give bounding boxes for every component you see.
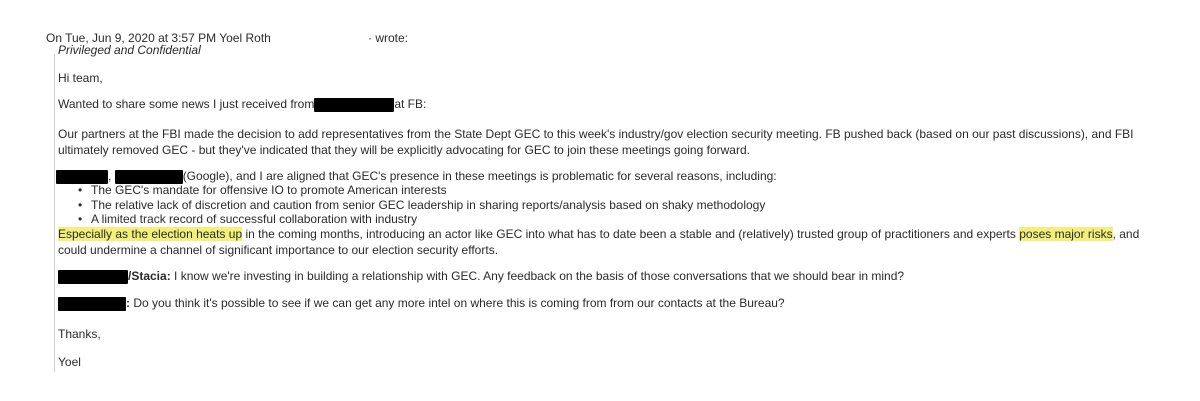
email-header-sender: On Tue, Jun 9, 2020 at 3:57 PM Yoel Roth — [46, 31, 271, 45]
especially-text: in the coming months, introducing an actor like GEC into what has to date been a stable and (relatively) trusted group of practitioners and experts — [242, 227, 1020, 241]
list-item: • The relative lack of discretion and caution from senior GEC leadership in sharing reports/analysis based on shaky methodology — [78, 198, 765, 213]
stacia-text: I know we're investing in building a relationship with GEC. Any feedback on the basis of those conversations that we should bear in mind? — [170, 269, 905, 283]
partners-line-2: ultimately removed GEC - but they've indicated that they will be explicitly advocating for GEC to join these meetings going forward. — [58, 143, 750, 157]
redaction-block — [58, 270, 128, 284]
especially-paragraph — [58, 226, 1139, 258]
redaction-block — [56, 170, 108, 184]
partners-line-1: Our partners at the FBI made the decision to add representatives from the State Dept GEC to this week's industry/gov election security meeting. FB pushed back (based on our past discussions), and FBI — [58, 127, 1134, 141]
redaction-block — [58, 297, 126, 311]
aligned-text: (Google), and I are aligned that GEC's presence in these meetings is problematic for several reasons, including: — [182, 169, 777, 183]
aligned-paragraph — [56, 168, 777, 184]
quote-bar — [54, 54, 55, 372]
classification-label: Privileged and Confidential — [58, 43, 201, 57]
bureau-label: : — [126, 296, 130, 310]
highlighted-text: poses major risks — [1019, 227, 1113, 241]
bureau-paragraph — [58, 295, 785, 311]
redaction-block — [314, 98, 394, 112]
email-header-wrote: · wrote: — [368, 31, 409, 45]
news-intro-text: Wanted to share some news I just received from — [58, 97, 315, 111]
list-item: • The GEC's mandate for offensive IO to promote American interests — [78, 183, 765, 198]
signature: Yoel — [58, 355, 81, 369]
highlighted-text: Especially as the election heats up — [58, 227, 243, 241]
list-item: • A limited track record of successful collaboration with industry — [78, 212, 765, 227]
closing: Thanks, — [58, 327, 101, 341]
news-intro-end: at FB: — [394, 97, 427, 111]
especially-end: , and — [1112, 227, 1140, 241]
news-intro — [58, 96, 426, 112]
redaction-block — [115, 170, 183, 184]
aligned-separator: , — [108, 169, 112, 183]
especially-line-2: could undermine a channel of significant importance to our election security efforts. — [58, 243, 499, 257]
stacia-label: /Stacia: — [128, 269, 171, 283]
partners-paragraph — [58, 126, 1134, 158]
reasons-list — [78, 183, 765, 227]
greeting: Hi team, — [58, 71, 103, 85]
bureau-text: Do you think it's possible to see if we can get any more intel on where this is coming from from our contacts at the Bureau? — [130, 296, 785, 310]
stacia-paragraph — [58, 268, 904, 284]
